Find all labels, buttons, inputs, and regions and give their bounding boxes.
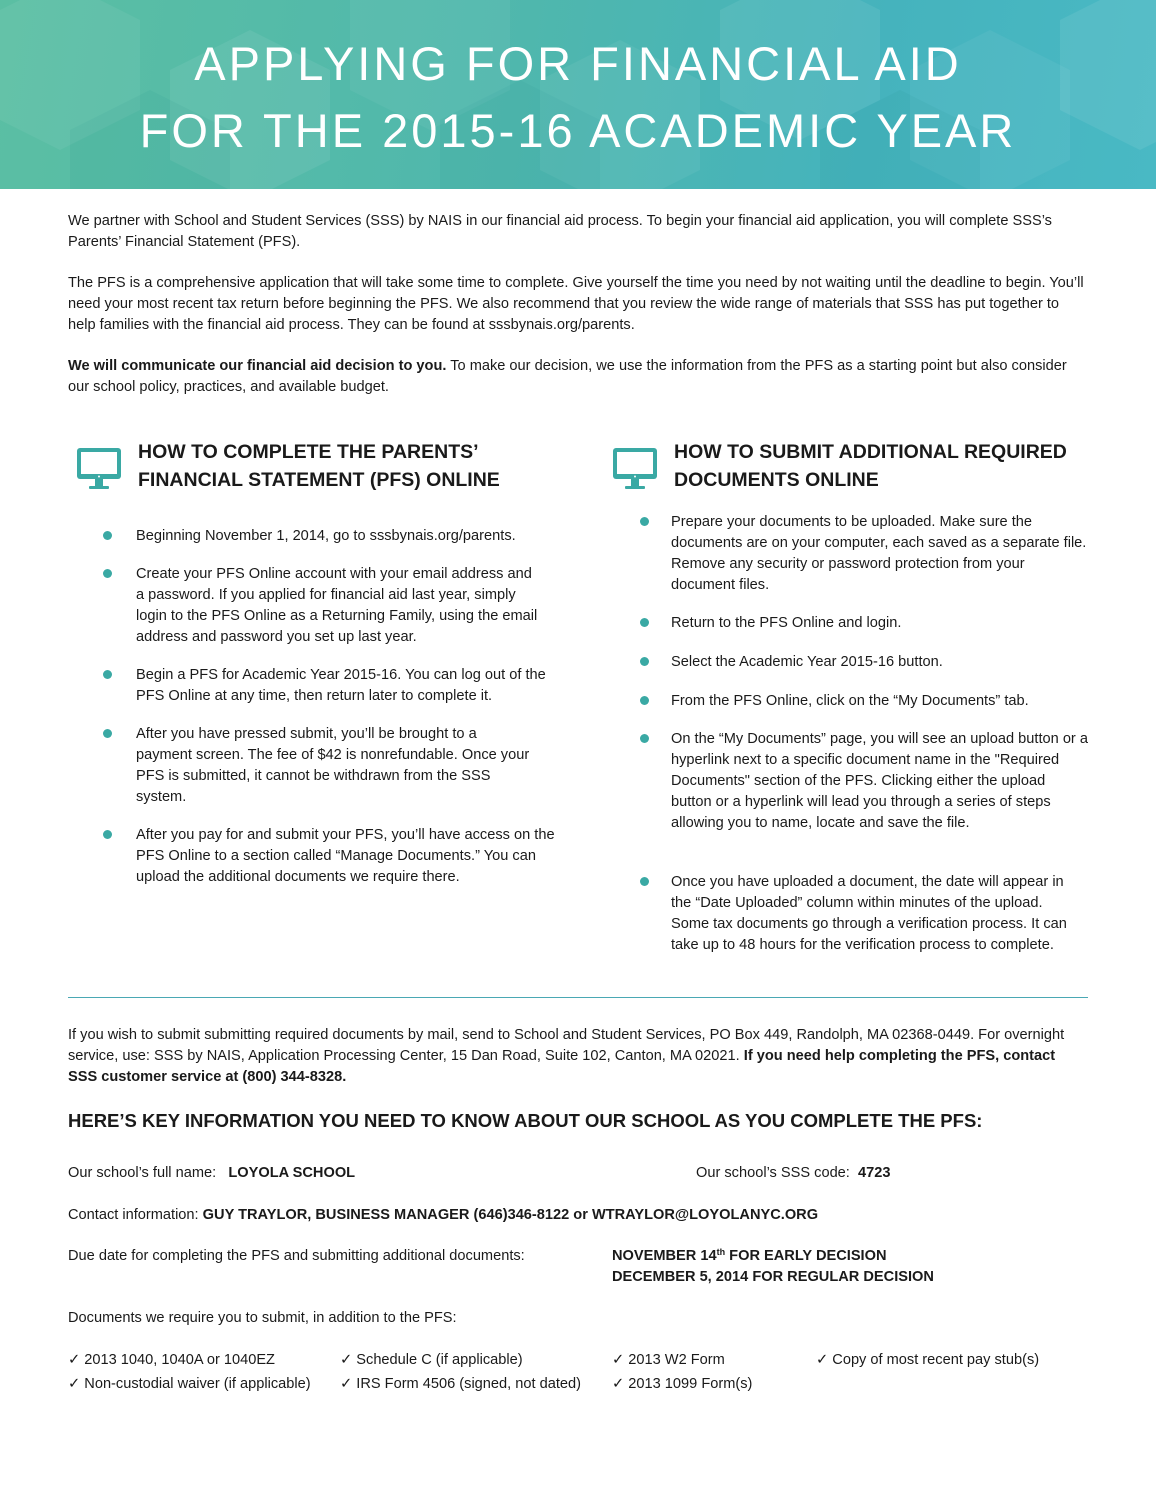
due-early-ordinal: th — [716, 1247, 726, 1257]
bullet-dot — [640, 618, 649, 627]
right-section-title — [674, 438, 1067, 494]
right-title-line2: DOCUMENTS ONLINE — [674, 469, 879, 491]
bullet-dot — [640, 657, 649, 666]
bullet-dot — [640, 517, 649, 526]
decision-statement: We will communicate our financial aid decision to you. — [68, 358, 447, 374]
right-step-2: Return to the PFS Online and login. — [671, 615, 902, 631]
left-step-3: Begin a PFS for Academic Year 2015-16. You can log out of the PFS Online at any time, then return later to complete it. — [136, 667, 546, 704]
bullet-dot — [103, 729, 112, 738]
contact-label: Contact information: — [68, 1207, 199, 1223]
bullet-dot — [640, 696, 649, 705]
section-divider — [68, 997, 1088, 998]
left-section-title — [138, 438, 500, 494]
header-banner — [0, 0, 1156, 189]
left-step-2: Create your PFS Online account with your email address and a password. If you applied for financial aid last year, simply login to the PFS Online as a Returning Family, using the email address and password you set up last year. — [136, 566, 538, 645]
hexagon-pattern — [0, 0, 1156, 189]
bullet-dot — [103, 569, 112, 578]
bullet-dot — [640, 877, 649, 886]
computer-monitor-icon — [612, 447, 658, 491]
right-step-3: Select the Academic Year 2015-16 button. — [671, 654, 943, 670]
left-step-5: After you pay for and submit your PFS, you’ll have access on the PFS Online to a section called “Manage Documents.” You can upload the additional documents we require there. — [136, 827, 555, 885]
banner-title-line2: FOR THE 2015-16 ACADEMIC YEAR — [139, 104, 1017, 157]
school-name-label: Our school’s full name: — [68, 1165, 217, 1181]
checklist-item: ✓ Schedule C (if applicable) — [340, 1352, 523, 1368]
checklist-item: ✓ 2013 W2 Form — [612, 1352, 725, 1368]
mail-instructions — [68, 1025, 1088, 1088]
left-title-line1: HOW TO COMPLETE THE PARENTS’ — [138, 441, 479, 463]
decision-explanation: To make our decision, we use the information from the PFS as a starting point but also consider our school policy, practices, and available budget. — [68, 358, 1067, 395]
checklist-item: ✓ Copy of most recent pay stub(s) — [816, 1352, 1040, 1368]
bullet-dot — [103, 830, 112, 839]
left-title-line2: FINANCIAL STATEMENT (PFS) ONLINE — [138, 469, 500, 491]
sss-code-row — [696, 1163, 890, 1184]
sss-code-value: 4723 — [857, 1165, 891, 1181]
mail-addresses: If you wish to submit submitting required documents by mail, send to School and Student Services, PO Box 449, Randolph, MA 02368-0449. For overnight service, use: SSS by NAIS, Application Processing Center, 15 Dan Road, Suite 102, Canton, MA 02021. — [68, 1027, 1065, 1064]
intro-paragraph-2: The PFS is a comprehensive application that will take some time to complete. Give yourself the time you need by not waiting until the deadline to begin. You’ll need your most recent tax return before beginning the PFS. We also recommend that you review the wide range of materials that SSS has put together to help families with the financial aid process. They can be found at sssbynais.org/parents. — [68, 275, 1084, 333]
checklist-item: ✓ 2013 1040, 1040A or 1040EZ — [68, 1352, 275, 1368]
right-title-line1: HOW TO SUBMIT ADDITIONAL REQUIRED — [674, 441, 1067, 463]
intro-paragraph-3 — [68, 356, 1088, 398]
left-step-4: After you have pressed submit, you’ll be brought to a payment screen. The fee of $42 is nonrefundable. Once your PFS is submitted, it cannot be withdrawn from the SSS system. — [136, 726, 530, 805]
left-step-1: Beginning November 1, 2014, go to sssbynais.org/parents. — [136, 528, 516, 544]
banner-title-line1: APPLYING FOR FINANCIAL AID — [194, 37, 962, 90]
due-date-label: Due date for completing the PFS and submitting additional documents: — [68, 1248, 525, 1264]
bullet-dot — [103, 670, 112, 679]
right-step-4: From the PFS Online, click on the “My Documents” tab. — [671, 693, 1029, 709]
contact-row — [68, 1205, 818, 1226]
bullet-dot — [103, 531, 112, 540]
key-info-heading: HERE’S KEY INFORMATION YOU NEED TO KNOW ABOUT OUR SCHOOL AS YOU COMPLETE THE PFS: — [68, 1110, 983, 1131]
customer-service-note: If you need help completing the PFS, contact SSS customer service at (800) 344-8328. — [68, 1048, 1056, 1085]
right-step-5: On the “My Documents” page, you will see an upload button or a hyperlink next to a specific document name in the "Required Documents" section of the PFS. Clicking either the upload button or a hyperlink will lead you through a series of steps allowing you to name, locate and save the file. — [671, 731, 1088, 831]
intro-paragraph-1: We partner with School and Student Services (SSS) by NAIS in our financial aid process. To begin your financial aid application, you will complete SSS’s Parents’ Financial Statement (PFS). — [68, 213, 1052, 250]
due-date-regular: DECEMBER 5, 2014 FOR REGULAR DECISION — [612, 1269, 934, 1285]
right-step-6: Once you have uploaded a document, the date will appear in the “Date Uploaded” column within minutes of the upload. Some tax documents go through a verification process. It can take up to 48 hours for the verification process to complete. — [671, 874, 1067, 953]
bullet-dot — [640, 734, 649, 743]
checklist-item: ✓ 2013 1099 Form(s) — [612, 1376, 753, 1392]
school-name-value: LOYOLA SCHOOL — [228, 1165, 356, 1181]
due-date-early — [612, 1246, 887, 1267]
checklist-item: ✓ IRS Form 4506 (signed, not dated) — [340, 1376, 581, 1392]
due-early-prefix: NOVEMBER 14 — [612, 1248, 717, 1264]
computer-monitor-icon — [76, 447, 122, 491]
school-name-row — [68, 1163, 355, 1184]
documents-label: Documents we require you to submit, in addition to the PFS: — [68, 1310, 457, 1326]
right-step-1: Prepare your documents to be uploaded. Make sure the documents are on your computer, each saved as a separate file. Remove any security or password protection from your document files. — [671, 514, 1087, 593]
contact-value: GUY TRAYLOR, BUSINESS MANAGER (646)346-8122 or WTRAYLOR@LOYOLANYC.ORG — [202, 1207, 819, 1223]
sss-code-label: Our school’s SSS code: — [696, 1165, 850, 1181]
due-early-suffix: FOR EARLY DECISION — [725, 1248, 887, 1264]
checklist-item: ✓ Non-custodial waiver (if applicable) — [68, 1376, 311, 1392]
